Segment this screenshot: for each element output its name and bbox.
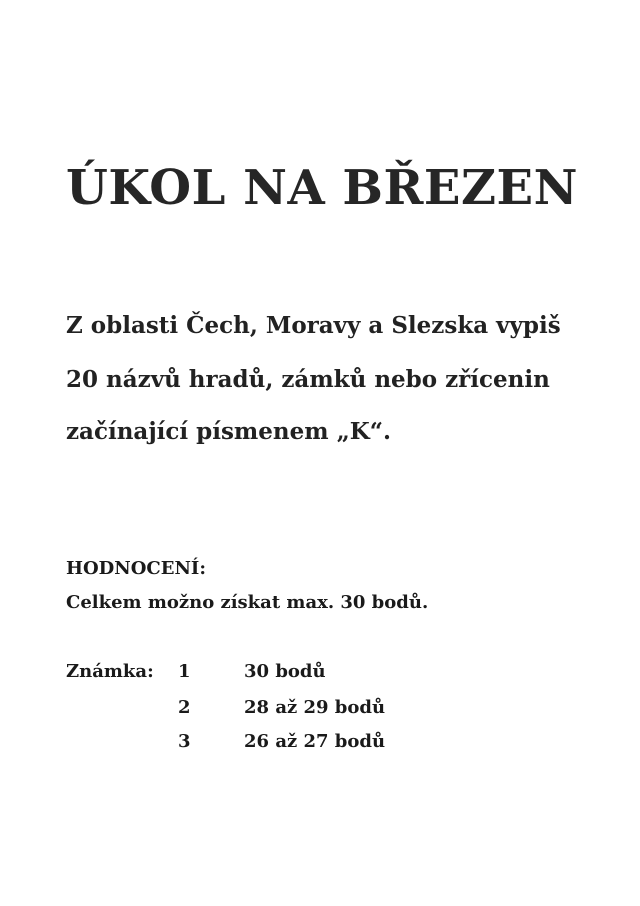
grade-label: Známka: <box>66 661 154 682</box>
grade-value: 3 <box>178 731 191 752</box>
grade-points: 26 až 27 bodů <box>244 731 386 752</box>
task-line: začínající písmenem „K“. <box>66 418 392 445</box>
task-line: 20 názvů hradů, zámků nebo zřícenin <box>66 366 550 393</box>
grade-value: 2 <box>178 697 191 718</box>
task-line: Z oblasti Čech, Moravy a Slezska vypiš <box>66 312 561 339</box>
evaluation-heading: HODNOCENÍ: <box>66 558 206 579</box>
page-title: ÚKOL NA BŘEZEN <box>66 160 578 216</box>
grade-points: 28 až 29 bodů <box>244 697 386 718</box>
grade-value: 1 <box>178 661 191 682</box>
evaluation-note: Celkem možno získat max. 30 bodů. <box>66 592 429 613</box>
grade-points: 30 bodů <box>244 661 326 682</box>
